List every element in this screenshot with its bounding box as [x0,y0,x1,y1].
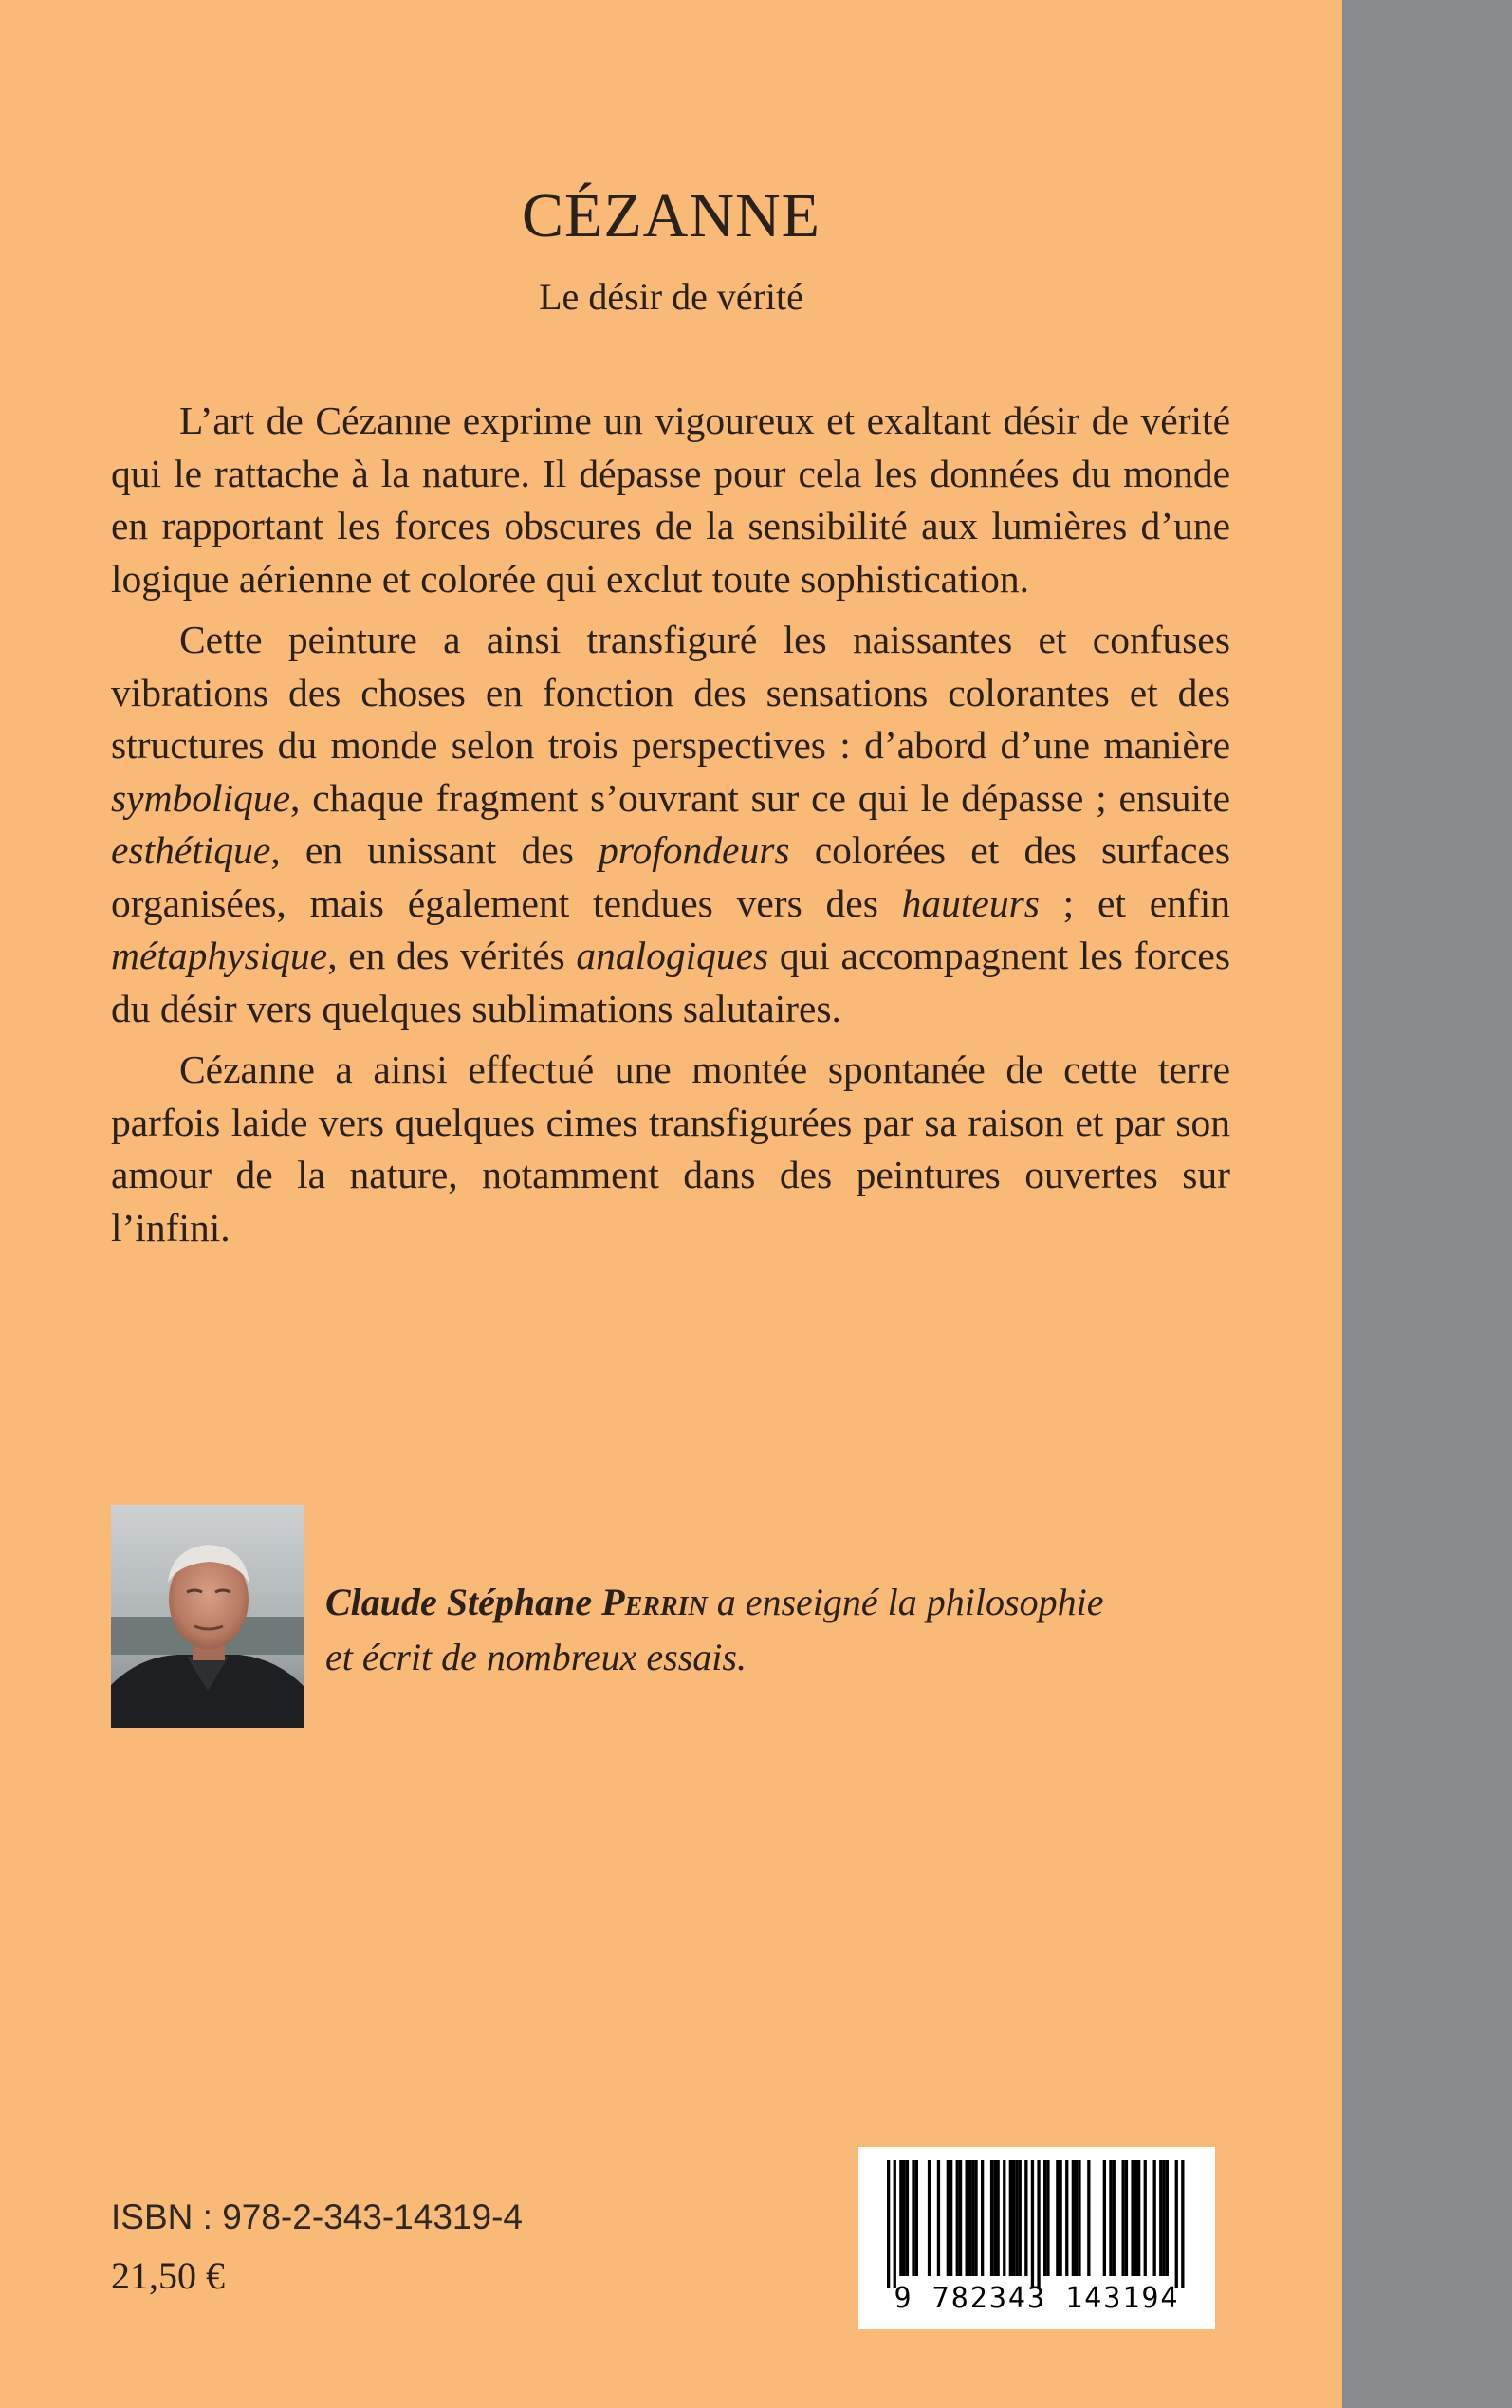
barcode-bar [1113,2160,1116,2276]
barcode-bar [1056,2160,1059,2276]
barcode-bar [956,2160,959,2276]
barcode-bar [1125,2160,1128,2276]
barcode-bar [1046,2160,1049,2276]
barcode-bar [1103,2160,1106,2276]
barcode-bar [959,2160,962,2276]
barcode-bar [937,2160,940,2276]
barcode-bar [971,2160,974,2276]
blurb-paragraph [111,395,1230,605]
barcode-bar [1012,2160,1015,2276]
price: 21,50 € [111,2254,225,2297]
blurb-text: colorées et des surfaces organisées, mais également tendues vers des [111,828,1230,925]
blurb-emphasis: profondeurs [599,828,790,872]
barcode-bar [1009,2160,1012,2276]
barcode-bar [1134,2160,1137,2276]
barcode-bar [1175,2160,1178,2288]
blurb-text: , en des vérités [327,934,577,977]
blurb [111,395,1230,1263]
barcode-bar [894,2160,896,2288]
barcode-bar [1087,2160,1090,2276]
barcode-bar [1019,2160,1022,2276]
bio-line-2: et écrit de nombreux essais. [325,1636,747,1678]
barcode-bar [968,2160,971,2276]
barcode-bar [915,2160,918,2276]
blurb-text: ; et enfin [1039,880,1230,925]
barcode-bar [966,2160,968,2276]
barcode-bar [1122,2160,1125,2276]
barcode-bar [990,2160,993,2276]
spine-band [1342,0,1512,2408]
barcode-bar [1003,2160,1005,2276]
blurb-emphasis: esthétique [111,828,271,872]
barcode-bar [903,2160,906,2276]
blurb-text: Cézanne a ainsi effectué une montée spontanée de cette terre parfois laide vers quelques cimes transfigurées par sa raison et par son amour de la nature, notamment dans des peintures ouvertes sur l’infini. [111,1047,1230,1250]
blurb-text: L’art de Cézanne exprime un vigoureux et exaltant désir de vérité qui le rattache à la nature. Il dépasse pour cela les données du monde en rapportant les forces obscures de la sensibilité aux lumières d’une logique aérienne et colorée qui exclut toute sophistication. [111,398,1230,601]
barcode-bar [1078,2160,1080,2276]
barcode-bar [1181,2160,1184,2288]
barcode-bar [928,2160,931,2276]
blurb-text: qui accompagnent les forces du désir vers quelques sublimations salutaires. [111,934,1230,1030]
barcode-bar [1109,2160,1112,2276]
barcode-bar [887,2160,890,2288]
author-photo [111,1505,304,1728]
barcode-bar [1131,2160,1134,2276]
barcode [858,2147,1215,2329]
barcode-bar [950,2160,952,2276]
book-title: CÉZANNE [522,181,821,250]
barcode-bar [997,2160,1000,2276]
barcode-bar [1075,2160,1078,2276]
barcode-bar [1037,2160,1040,2288]
barcode-bar [1162,2160,1165,2276]
barcode-bar [1043,2160,1046,2276]
barcode-bar [981,2160,984,2276]
barcode-bar [912,2160,914,2276]
barcode-bar [1024,2160,1027,2276]
blurb-emphasis: symbolique [111,775,291,820]
author-name [325,1581,708,1623]
barcode-bar [1159,2160,1162,2276]
barcode-bar [1153,2160,1156,2276]
barcode-bar [1137,2160,1140,2276]
barcode-number: 9 782343 143194 [894,2282,1180,2315]
barcode-bar [1072,2160,1075,2276]
blurb-text: , en unissant des [270,828,599,872]
blurb-emphasis: métaphysique [111,934,328,977]
author-surname: Perrin [601,1581,708,1623]
blurb-emphasis: analogiques [576,934,769,977]
bio-line-1: a enseigné la philosophie [716,1581,1104,1623]
barcode-bar [906,2160,909,2276]
blurb-text: , chaque fragment s’ouvrant sur ce qui le dépasse ; ensuite [290,775,1230,820]
author-first-names: Claude Stéphane [325,1581,593,1623]
barcode-bar [899,2160,902,2276]
barcode-bar [1015,2160,1018,2276]
barcode-bar [1144,2160,1147,2276]
blurb-paragraph [111,1044,1230,1254]
barcode-bars [858,2147,1215,2289]
barcode-bar [1166,2160,1169,2276]
barcode-bar [974,2160,977,2276]
barcode-bar [993,2160,996,2276]
blurb-paragraph [111,614,1230,1035]
blurb-text: Cette peinture a ainsi transfiguré les naissantes et confuses vibrations des choses en fonction des sensations colorantes et des structures du monde selon trois perspectives : d’abord d’une manière [111,618,1230,767]
isbn: ISBN : 978-2-343-14319-4 [111,2197,523,2236]
author-bio [325,1575,1236,1685]
barcode-bar [947,2160,950,2276]
barcode-bar [1060,2160,1062,2276]
barcode-bar [1031,2160,1034,2288]
blurb-emphasis: hauteurs [901,880,1040,925]
barcode-bar [1065,2160,1068,2276]
book-subtitle: Le désir de vérité [539,275,803,318]
